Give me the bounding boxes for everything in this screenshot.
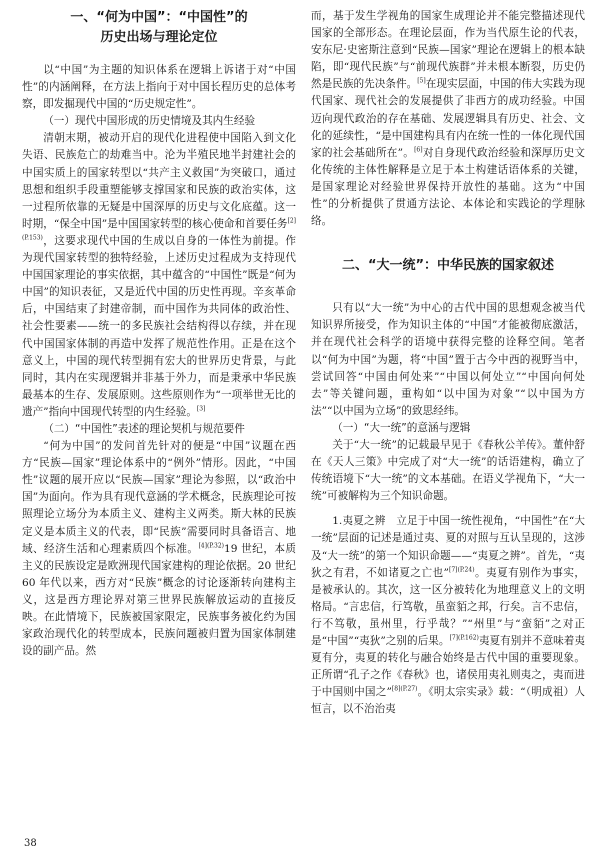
text-run: 19 世纪，本质主义的民族设定是欧洲现代国家建构的理论依据。20 世纪 60 年代以来，西方对“民族”概念的讨论逐渐转向建构主义，这是西方理论界对第三世界民族解放运动的直接反映。在此情境下，民族被国家限定，民族事务被化约为国家政治现代化的转型成本，民族问题被归置为国家体制建设的副产品。然 xyxy=(22,542,296,658)
citation-ref: [2](P.153) xyxy=(22,217,296,242)
subsection-2-paragraph xyxy=(22,438,296,660)
subsection-3-title: （一）“大一统”的意涵与逻辑 xyxy=(332,421,471,434)
subsection-2-title: （二）“中国性”表述的理论契机与规范要件 xyxy=(43,422,245,435)
intro-paragraph: 以“中国”为主题的知识体系在逻辑上诉诸于对“中国性”的内涵阐释，在方法上指向于对中国长程历史的总体考察，即发掘现代中国的“历史规定性”。 xyxy=(22,64,296,111)
section-2-title: 二、“大一统”：中华民族的国家叙述 xyxy=(341,258,555,274)
citation-ref: [5] xyxy=(417,77,426,85)
subsection-3-paragraph: 关于“大一统”的记载最早见于《春秋公羊传》。董仲舒在《天人三策》中完成了对“大一统”的话语建构，确立了传统语境下“大一统”的文本基础。在语义学视角下，“大一统”可被解构为三个知识命题。 xyxy=(311,438,585,503)
right-column xyxy=(311,8,585,848)
text-run: ，这要求现代中国的生成以自身的一体性为前提。作为现代国家转型的独特经验，上述历史过程成为支持现代中国国家理论的事实依据，其中蕴含的“中国性”既是“何为中国”的知识表征，又是近代中国的历史性再现。辛亥革命后，中国结束了封建帝制，而中国作为共同体的政治性、社会性要素——统一的多民族社会结构得以存续，并在现代中国国家体制的再造中发挥了规范性作用。正是在这个意义上，中国的现代转型拥有宏大的世界历史背景，与此同时，其内在实现逻辑并非基于外力，而是秉承中华民族最基本的生存、发展原则。这些原则作为“一项举世无比的遗产”指向中国现代转型的内生经验。 xyxy=(22,234,296,418)
citation-ref: [6] xyxy=(414,146,423,154)
text-run: 。《明太宗实录》载：“（明成祖）人恒言，以不治治夷 xyxy=(311,686,585,716)
citation-ref: [7](P.162) xyxy=(449,634,479,642)
citation-ref: [7](P.24) xyxy=(448,566,475,574)
section-2-intro-paragraph: 只有以“大一统”为中心的古代中国的思想观念被当代知识界所接受，作为知识主体的“中国”才能被彻底激活，并在现代社会科学的语境中获得完整的诠释空间。笔者以“何为中国”为题，将“中国”置于古今中西的视野当中，尝试回答“中国由何处来”“中国以何处立”“中国向何处去”等关键问题，重构如“以中国为对象”“以中国为方法”“以中国为立场”的致思经纬。 xyxy=(311,302,585,417)
page-number: 38 xyxy=(24,838,37,849)
section-1-title-line-1: 一、“何为中国”：“中国性”的 xyxy=(70,10,248,25)
yixia-paragraph xyxy=(311,513,585,718)
left-column xyxy=(22,8,296,836)
section-1-title-line-2: 历史出场与理论定位 xyxy=(100,30,218,45)
text-run: “何为中国”的发问首先针对的便是“中国”议题在西方“民族—国家”理论体系中的“例外”情形。因此，“中国性”议题的展开应以“民族—国家”理论为参照，以“政治中国”为面向。作为具有现代意涵的学术概念，民族理论可按照理论立场分为本质主义、建构主义两类。斯大林的民族定义是本质主义的代表，即“民族”需要同时具备语言、地域、经济生活和心理素质四个标准。 xyxy=(22,440,296,555)
text-run: 而，基于发生学视角的国家生成理论并不能完整描述现代国家的全部形态。在理论层面，作为当代原生论的代表，安东尼·史密斯注意到“民族—国家”理论在逻辑上的根本缺陷，即“现代民族”与“前现代族群”并未根本断裂，历史仍然是民族的先决条件。 xyxy=(311,10,585,91)
continued-paragraph xyxy=(311,8,585,230)
text-run: 在现实层面，中国的伟大实践为现代国家、现代社会的发展提供了非西方的成功经验。中国迈向现代政治的存在基础、发展逻辑具有历史、社会、文化的延续性，“是中国建构具有内在统一性的一体化现代国家的社会基础所在”。 xyxy=(311,78,585,159)
citation-ref: [4](P.32) xyxy=(198,542,224,550)
text-run: 对自身现代政治经验和深厚历史文化传统的主体性解释是立足于本土构建话语体系的关键，是国家理论对经验世界保持开放性的基础。这为“中国性”的分析提供了贯通方法论、本体论和实践论的学理脉络。 xyxy=(311,146,585,228)
citation-ref: [3] xyxy=(196,405,206,413)
subsection-1-title: （一）现代中国形成的历史情境及其内生经验 xyxy=(43,115,256,128)
text-run: 夷夏有别并不意味着夷夏有分，夷夏的转化与融合始终是古代中国的重要现象。正所谓“孔子之作《春秋》也，诸侯用夷礼则夷之，夷而进于中国则中国之” xyxy=(311,635,585,699)
text-run: 1.夷夏之辨 立足于中国一统性视角，“中国性”在“大一统”层面的记述是通过夷、夏的对照与互认呈现的，这涉及“大一统”的第一个知识命题——“夷夏之辨”。首先，“夷狄之有君，不如诸夏之亡也” xyxy=(311,515,585,579)
text-run: 。夷夏有别作为事实，是被承认的。其次，这一区分被转化为地理意义上的文明格局。“言忠信，行笃敬，虽蛮貊之邦，行矣。言不忠信，行不笃敬，虽州里，行乎哉？”“州里”与“蛮貊”之对正是“中国”“夷狄”之别的后果。 xyxy=(311,566,585,647)
subsection-1-paragraph xyxy=(22,130,296,421)
text-run: 清朝末期，被动开启的现代化进程使中国陷入到文化失语、民族危亡的劫难当中。沦为半殖民地半封建社会的中国实质上的国家转型以“共产主义救国”为突破口，通过思想和组织手段重塑能够支撑国家和民族的政治实体，这一过程所依靠的无疑是中国深厚的历史与文化底蕴。这一时期，“保全中国”是中国国家转型的核心使命和首要任务 xyxy=(22,132,296,230)
citation-ref: [8](P.27) xyxy=(391,685,418,693)
